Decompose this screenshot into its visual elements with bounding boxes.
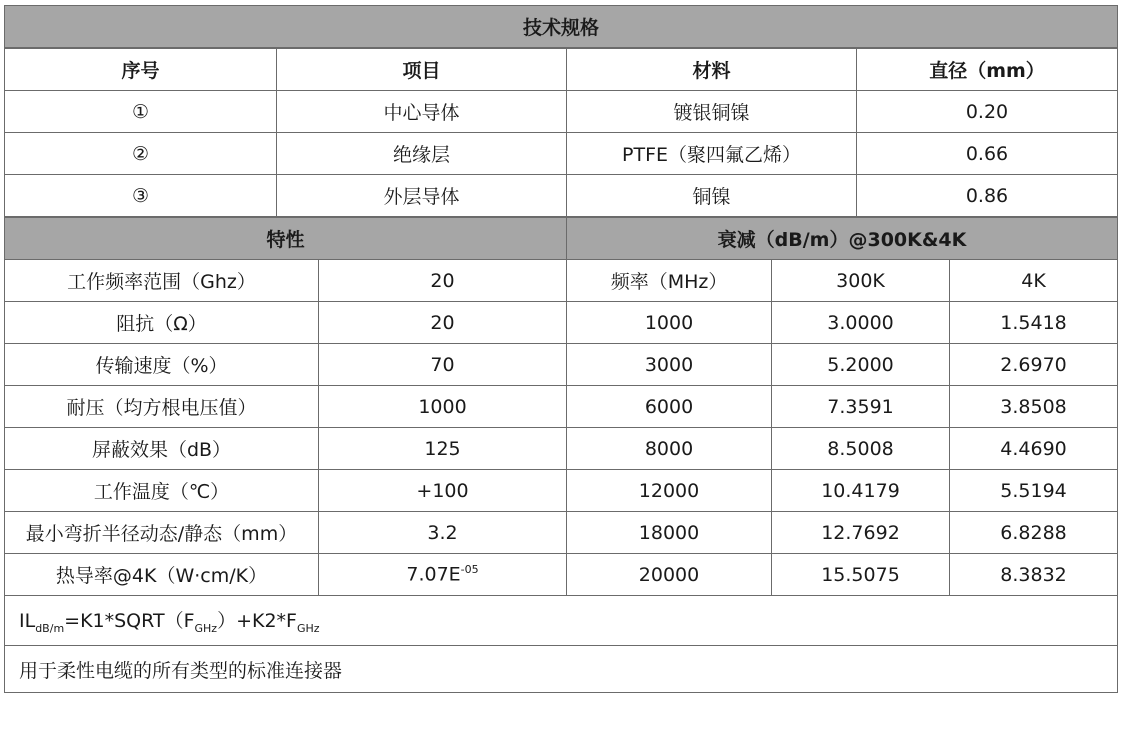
atten-4k: 8.3832 — [950, 554, 1118, 596]
freq-cell: 频率（MHz） — [567, 260, 772, 302]
atten-4k: 4.4690 — [950, 428, 1118, 470]
atten-300k: 15.5075 — [772, 554, 950, 596]
table-row — [5, 386, 1118, 428]
table-row — [5, 554, 1118, 596]
freq-cell: 6000 — [567, 386, 772, 428]
table-row — [5, 302, 1118, 344]
formula-row — [5, 596, 1118, 646]
atten-4k: 6.8288 — [950, 512, 1118, 554]
row-diameter: 0.20 — [857, 91, 1118, 133]
prop-label: 传输速度（%） — [5, 344, 319, 386]
prop-label: 工作频率范围（Ghz） — [5, 260, 319, 302]
freq-cell: 3000 — [567, 344, 772, 386]
freq-cell: 8000 — [567, 428, 772, 470]
spec-table — [4, 5, 1118, 48]
prop-value: 20 — [319, 260, 567, 302]
freq-cell: 12000 — [567, 470, 772, 512]
atten-4k: 3.8508 — [950, 386, 1118, 428]
materials-table — [4, 48, 1118, 217]
header-no: 序号 — [5, 49, 277, 91]
table-row — [5, 91, 1118, 133]
attenuation-header: 衰减（dB/m）@300K&4K — [567, 218, 1118, 260]
formula-sub-ghz2: GHz — [296, 621, 320, 635]
prop-label: 工作温度（℃） — [5, 470, 319, 512]
note-row: 用于柔性电缆的所有类型的标准连接器 — [5, 646, 1118, 693]
row-material: PTFE（聚四氟乙烯） — [567, 133, 857, 175]
table-row — [5, 260, 1118, 302]
table-row — [5, 344, 1118, 386]
atten-4k: 4K — [950, 260, 1118, 302]
prop-label: 屏蔽效果（dB） — [5, 428, 319, 470]
table-row — [5, 470, 1118, 512]
value-base: 7.07E — [406, 563, 461, 586]
header-diameter: 直径（mm） — [857, 49, 1118, 91]
table-row — [5, 175, 1118, 217]
row-item: 外层导体 — [277, 175, 567, 217]
formula-mid: =K1*SQRT（F — [64, 610, 195, 633]
prop-label: 热导率@4K（W·cm/K） — [5, 554, 319, 596]
freq-cell: 18000 — [567, 512, 772, 554]
value-exponent: -05 — [460, 563, 479, 577]
atten-300k: 300K — [772, 260, 950, 302]
prop-value: +100 — [319, 470, 567, 512]
header-item: 项目 — [277, 49, 567, 91]
row-diameter: 0.66 — [857, 133, 1118, 175]
characteristics-table — [4, 217, 1118, 693]
prop-value: 70 — [319, 344, 567, 386]
prop-value: 1000 — [319, 386, 567, 428]
prop-label: 阻抗（Ω） — [5, 302, 319, 344]
row-item: 绝缘层 — [277, 133, 567, 175]
row-item: 中心导体 — [277, 91, 567, 133]
atten-300k: 8.5008 — [772, 428, 950, 470]
prop-value: 3.2 — [319, 512, 567, 554]
prop-value: 20 — [319, 302, 567, 344]
table-row — [5, 512, 1118, 554]
spec-sheet — [4, 5, 1117, 693]
freq-cell: 20000 — [567, 554, 772, 596]
row-material: 镀银铜镍 — [567, 91, 857, 133]
row-no: ③ — [5, 175, 277, 217]
prop-label: 最小弯折半径动态/静态（mm） — [5, 512, 319, 554]
formula-sub-ghz1: GHz — [194, 621, 218, 635]
atten-300k: 12.7692 — [772, 512, 950, 554]
header-material: 材料 — [567, 49, 857, 91]
atten-300k: 5.2000 — [772, 344, 950, 386]
characteristics-header: 特性 — [5, 218, 567, 260]
prop-value — [319, 554, 567, 596]
atten-4k: 1.5418 — [950, 302, 1118, 344]
prop-value: 125 — [319, 428, 567, 470]
formula-il: IL — [19, 610, 36, 633]
atten-300k: 10.4179 — [772, 470, 950, 512]
row-no: ② — [5, 133, 277, 175]
atten-300k: 7.3591 — [772, 386, 950, 428]
row-no: ① — [5, 91, 277, 133]
row-material: 铜镍 — [567, 175, 857, 217]
atten-4k: 2.6970 — [950, 344, 1118, 386]
table-row — [5, 133, 1118, 175]
row-diameter: 0.86 — [857, 175, 1118, 217]
freq-cell: 1000 — [567, 302, 772, 344]
atten-300k: 3.0000 — [772, 302, 950, 344]
prop-label: 耐压（均方根电压值） — [5, 386, 319, 428]
atten-4k: 5.5194 — [950, 470, 1118, 512]
table-title: 技术规格 — [5, 6, 1118, 48]
formula-sub-dbm: dB/m — [35, 621, 65, 635]
table-row — [5, 428, 1118, 470]
formula-end: ）+K2*F — [217, 610, 297, 633]
